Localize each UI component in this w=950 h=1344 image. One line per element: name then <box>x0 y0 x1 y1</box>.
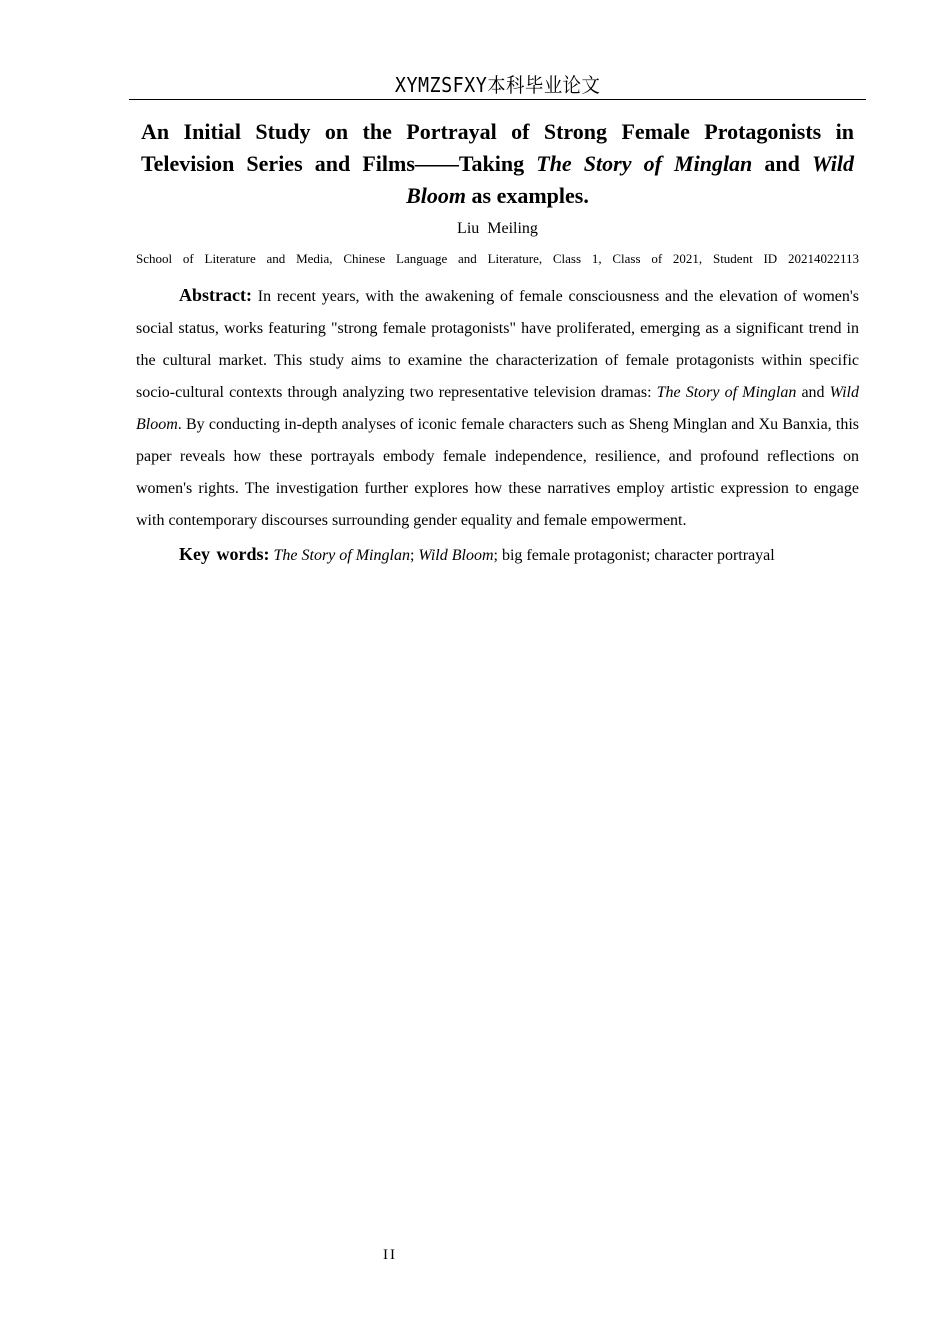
running-header <box>129 72 866 100</box>
keyword-minglan: The Story of Minglan <box>273 547 410 564</box>
keyword-wild-bloom: Wild Bloom <box>418 547 494 564</box>
document-body <box>136 116 859 572</box>
paper-title <box>136 116 859 212</box>
keywords-label: Key words: <box>179 544 270 564</box>
page-number: II <box>383 1247 397 1263</box>
header-latin: XYMZSFXY <box>394 73 488 97</box>
title-work-minglan: The Story of Minglan <box>536 151 753 176</box>
abstract-text-1: In recent years, with the awakening of female consciousness and the elevation of women's social status, works featuring "strong female protagonists" have proliferated, emerging as a significant trend in the cultural market. This study aims to examine the characterization of female protagonists within specific socio-cultural contexts through analyzing two representative television dramas: <box>136 288 859 401</box>
keywords-rest: ; big female protagonist; character portrayal <box>493 547 775 564</box>
title-work-wild-bloom: Wild Bloom <box>406 151 854 208</box>
abstract-paragraph <box>136 279 859 537</box>
title-main: An Initial Study on the Portrayal of Strong Female Protagonists in Television Series and Films——Taking <box>141 119 854 176</box>
abstract-work-wild-bloom: Wild Bloom <box>136 384 859 433</box>
header-chinese: 本科毕业论文 <box>487 73 601 97</box>
abstract-label: Abstract: <box>179 285 252 305</box>
abstract-text-2: . By conducting in-depth analyses of iconic female characters such as Sheng Minglan and Xu Banxia, this paper reveals how these portrayals embody female independence, resilience, and profound reflections on women's rights. The investigation further explores how these narratives employ artistic expression to engage with contemporary discourses surrounding gender equality and female empowerment. <box>136 416 859 529</box>
title-end: as examples. <box>466 183 589 208</box>
abstract-work-minglan: The Story of Minglan <box>656 384 797 401</box>
author-affiliation: School of Literature and Media, Chinese Language and Literature, Class 1, Class of 2021, Student ID 20214022113 <box>136 251 859 266</box>
author-name: Liu Meiling <box>457 220 538 237</box>
keywords-line <box>136 538 859 572</box>
abstract-and: and <box>796 384 830 401</box>
header-text <box>395 72 600 99</box>
title-and: and <box>752 151 813 176</box>
keyword-separator: ; <box>409 547 419 564</box>
